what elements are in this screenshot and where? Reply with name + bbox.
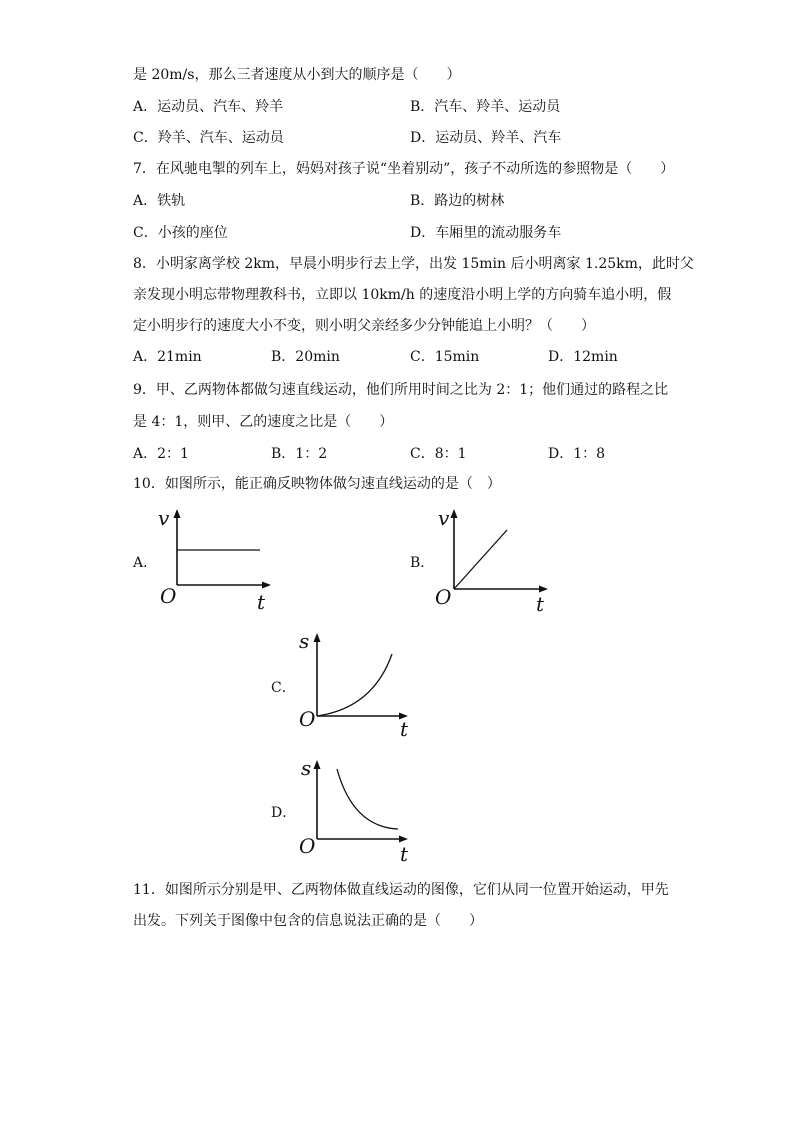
q10-graph-b-curve — [454, 530, 507, 589]
q6-option-c: C．羚羊、汽车、运动员 — [133, 130, 284, 146]
q10-graph-b — [427, 505, 557, 615]
q9-option-a: A．2：1 — [133, 446, 189, 462]
q7-stem: 7．在风驰电掣的列车上，妈妈对孩子说“坐着别动”，孩子不动所选的参照物是（ ） — [133, 161, 675, 177]
q10-graph-c-y-arrow — [314, 633, 321, 642]
q10-graph-b-origin-label: O — [435, 585, 452, 609]
q6-option-a: A．运动员、汽车、羚羊 — [133, 99, 284, 115]
q9-stem-line-2: 是 4：1，则甲、乙的速度之比是（ ） — [133, 414, 394, 430]
q10-graph-a-origin-label: O — [160, 584, 177, 608]
q10-graph-b-y-arrow — [451, 509, 458, 518]
q8-option-c: C．15min — [410, 349, 480, 365]
q8-option-d: D．12min — [548, 349, 618, 365]
q10-graph-a-y-arrow — [174, 509, 181, 518]
q7-option-c: C．小孩的座位 — [133, 225, 228, 241]
q7-option-a: A．铁轨 — [133, 193, 186, 209]
q8-stem-line-2: 亲发现小明忘带物理教科书，立即以 10km/h 的速度沿小明上学的方向骑车追小明，假 — [133, 287, 672, 303]
q10-graph-a-label: A． — [133, 555, 158, 571]
q8-option-b: B．20min — [271, 349, 340, 365]
q10-graph-a-x-arrow — [262, 582, 271, 589]
q10-graph-c-x-label: t — [400, 717, 409, 741]
q10-graph-a-x-label: t — [257, 590, 266, 614]
q10-graph-a — [150, 505, 280, 615]
q10-graph-d-x-label: t — [400, 842, 409, 866]
q7-option-d: D．车厢里的流动服务车 — [410, 225, 562, 241]
q9-option-c: C．8：1 — [410, 446, 467, 462]
q10-graph-b-x-label: t — [536, 592, 545, 616]
q6-option-d: D．运动员、羚羊、汽车 — [410, 130, 562, 146]
q11-stem-line-1: 11．如图所示分别是甲、乙两物体做直线运动的图像，它们从同一位置开始运动，甲先 — [133, 882, 669, 898]
q10-graph-a-y-label: v — [158, 506, 170, 530]
q10-graph-b-label: B． — [410, 555, 435, 571]
q6-option-b: B．汽车、羚羊、运动员 — [410, 99, 561, 115]
q6-stem-continuation: 是 20m/s，那么三者速度从小到大的顺序是（ ） — [133, 67, 461, 83]
q11-stem-line-2: 出发。下列关于图像中包含的信息说法正确的是（ ） — [133, 913, 483, 929]
q10-graph-c-y-label: s — [299, 629, 310, 653]
q10-graph-b-y-label: v — [438, 506, 450, 530]
q10-graph-d — [293, 755, 423, 870]
q10-graph-c-label: C． — [271, 680, 296, 696]
q10-graph-d-origin-label: O — [299, 834, 316, 858]
q8-stem-line-1: 8．小明家离学校 2km，早晨小明步行去上学，出发 15min 后小明离家 1.25km，此时父 — [133, 256, 694, 272]
q10-graph-d-y-arrow — [314, 760, 321, 769]
q8-stem-line-3: 定小明步行的速度大小不变，则小明父亲经多少分钟能追上小明？（ ） — [133, 318, 595, 334]
q7-option-b: B．路边的树林 — [410, 193, 505, 209]
q10-graph-d-label: D． — [271, 805, 297, 821]
q10-graph-c — [293, 628, 423, 743]
q8-option-a: A．21min — [133, 349, 202, 365]
q9-option-b: B．1：2 — [271, 446, 328, 462]
q10-graph-c-curve — [317, 654, 392, 716]
q10-graph-c-origin-label: O — [299, 707, 316, 731]
q10-graph-d-curve — [337, 769, 398, 829]
q9-stem-line-1: 9．甲、乙两物体都做匀速直线运动，他们所用时间之比为 2：1；他们通过的路程之比 — [133, 382, 669, 398]
q9-option-d: D．1：8 — [548, 446, 606, 462]
q10-graph-d-y-label: s — [301, 756, 312, 780]
q10-stem: 10．如图所示，能正确反映物体做匀速直线运动的是（ ） — [133, 476, 501, 492]
